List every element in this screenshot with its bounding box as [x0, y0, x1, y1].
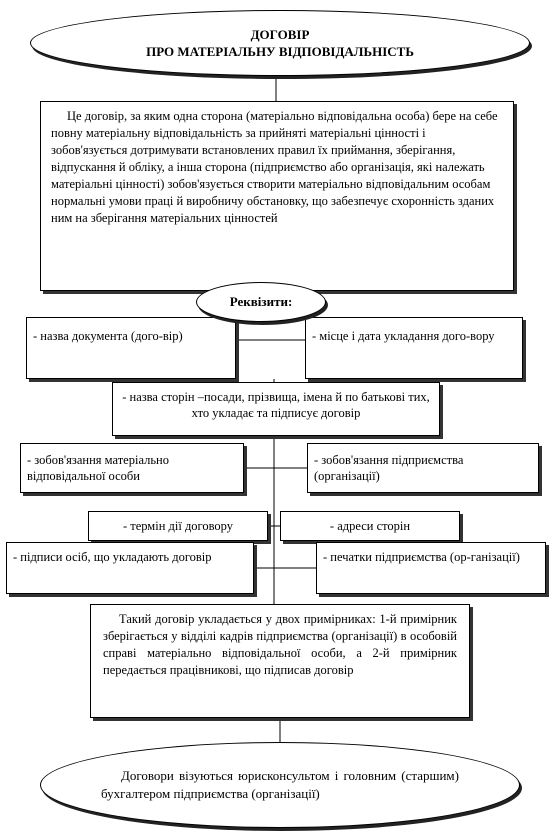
approval-text: Договори візуються юрисконсультом і головним (старшим) бухгалтером підприємства (організації)	[101, 768, 459, 801]
copies-box: Такий договір укладається у двох примірниках: 1-й примірник зберігається у відділі кадрів підприємства (організації) в особовій справі матеріально відповідальної особи, а 2-й примірник передається працівникові, що підписав договір	[90, 604, 470, 718]
requisites-label: Реквізити:	[196, 282, 326, 322]
requisite-stamps: - печатки підприємства (ор-ганізації)	[316, 542, 546, 594]
definition-box: Це договір, за яким одна сторона (матеріально відповідальна особа) бере на себе повну матеріальну відповідальність за прийняті матеріальні цінності і зобов'язується дотримувати встановлених правил їх приймання, зберігання, відпускання й обліку, а інша сторона (підприємство або організація, які належать матеріальні цінності) зобов'язується створити матеріально відповідальним особам нормальні умови праці й виробничу обстановку, що забезпечує схоронність зданих ним на зберігання матеріальних цінностей	[40, 101, 514, 291]
requisite-employee-obligations: - зобов'язання матеріально відповідальної особи	[20, 443, 244, 493]
approval-ellipse	[40, 742, 520, 828]
requisite-document-name: - назва документа (дого-вір)	[26, 317, 236, 379]
requisite-addresses: - адреси сторін	[280, 511, 460, 541]
diagram-title	[30, 10, 530, 76]
title-line-2: ПРО МАТЕРІАЛЬНУ ВІДПОВІДАЛЬНІСТЬ	[146, 44, 414, 59]
requisite-parties: - назва сторін –посади, прізвища, імена й по батькові тих, хто укладає та підписує договір	[112, 382, 440, 436]
requisite-term: - термін дії договору	[88, 511, 268, 541]
requisite-organization-obligations: - зобов'язання підприємства (організації)	[307, 443, 539, 493]
requisite-place-date: - місце і дата укладання дого-вору	[305, 317, 523, 379]
title-line-1: ДОГОВІР	[250, 27, 310, 42]
requisite-signatures: - підписи осіб, що укладають договір	[6, 542, 254, 594]
